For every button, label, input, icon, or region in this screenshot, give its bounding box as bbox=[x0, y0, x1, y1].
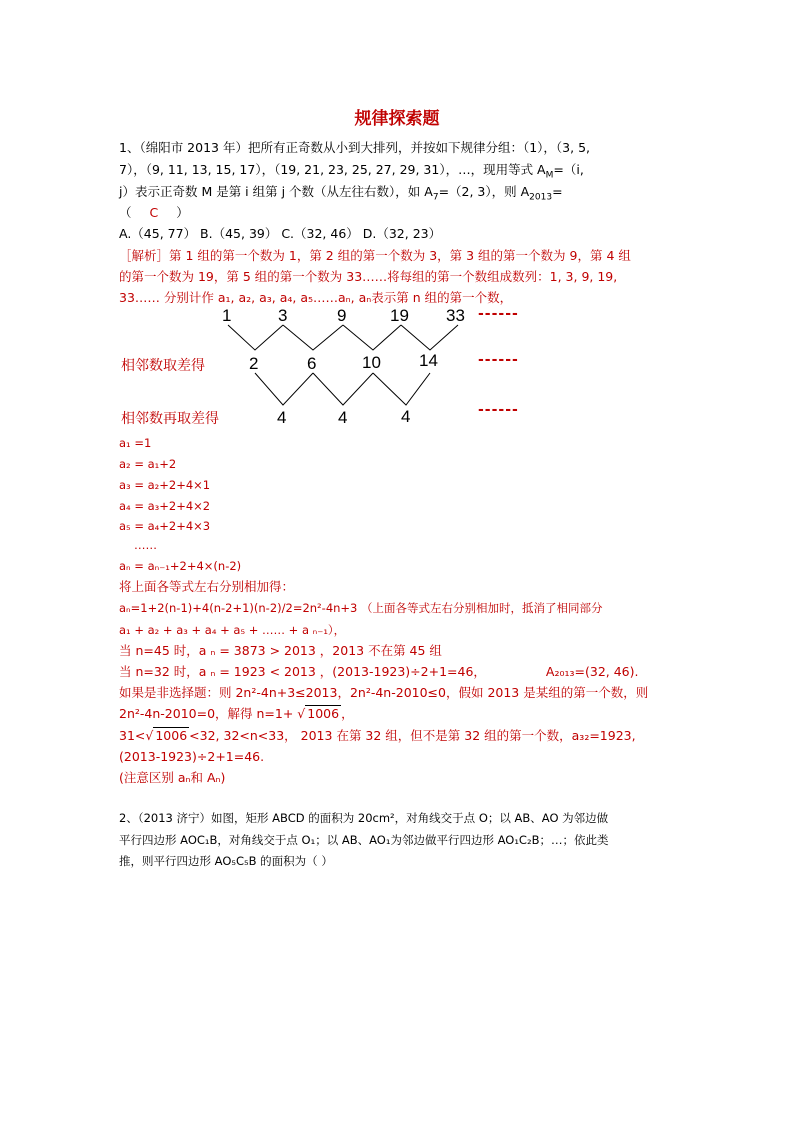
seq-value: 3 bbox=[278, 306, 288, 325]
sum-line-7b: 1006 bbox=[307, 706, 340, 721]
q1-line-3-sub1: 7 bbox=[432, 192, 439, 203]
sum-line-7 bbox=[119, 706, 679, 722]
sum-line-3: a₁ + a₂ + a₃ + a₄ + a₅ + …… + a ₙ₋₁）， bbox=[119, 623, 346, 637]
zigzag-6 bbox=[313, 373, 373, 405]
sum-line-6: 如果是非选择题：则 2n²-4n+3≤2013，2n²-4n-2010≤0，假如 2013 是某组的第一个数，则 bbox=[119, 685, 649, 700]
sum-line-8b: 1006 bbox=[155, 728, 188, 743]
equation-a3: a₃ = a₂+2+4×1 bbox=[119, 478, 211, 492]
zigzag-4 bbox=[401, 325, 458, 350]
continuation-dash-2: ------ bbox=[478, 352, 519, 368]
seq-value: 1 bbox=[222, 306, 232, 325]
diff1-value: 10 bbox=[362, 353, 381, 372]
sum-line-8a: 31<√ bbox=[119, 728, 154, 743]
analysis-line-2: 的第一个数为 19，第 5 组的第一个数为 33……将每组的第一个数组成数列：1, 3, 9, 19, bbox=[119, 269, 618, 284]
answer-close: ） bbox=[176, 205, 189, 220]
q1-line-2-sub: M bbox=[545, 170, 554, 181]
sum-line-2: aₙ=1+2(n-1)+4(n-2+1)(n-2)/2=2n²-4n+3 （上面各等式左右分别相加时，抵消了相同部分 bbox=[119, 601, 603, 615]
diff1-value: 14 bbox=[419, 351, 438, 370]
label-first-difference: 相邻数取差得 bbox=[121, 358, 205, 374]
zigzag-1 bbox=[228, 325, 283, 350]
sum-line-4: 当 n=45 时，a ₙ = 3873 > 2013 ，2013 不在第 45 组 bbox=[119, 643, 442, 658]
analysis-line-3: 33…… 分别计作 a₁, a₂, a₃, a₄, a₅……aₙ, aₙ表示第 n 组的第一个数， bbox=[119, 290, 513, 305]
q1-line-3-sub2: 2013 bbox=[529, 192, 553, 203]
answer-open: （ bbox=[119, 205, 132, 220]
zigzag-7 bbox=[373, 373, 430, 405]
continuation-dash-3: ------ bbox=[478, 402, 519, 418]
seq-value: 9 bbox=[337, 306, 347, 325]
sum-line-7a: 2n²-4n-2010=0，解得 n=1+ √ bbox=[119, 706, 306, 721]
diff1-value: 6 bbox=[307, 354, 317, 373]
equation-a4: a₄ = a₃+2+4×2 bbox=[119, 499, 211, 513]
label-second-difference: 相邻数再取差得 bbox=[121, 411, 219, 427]
q1-options: A.（45, 77） B.（45, 39） C.（32, 46） D.（32, 23） bbox=[119, 226, 442, 241]
seq-value: 19 bbox=[390, 306, 409, 325]
q1-line-3b: =（2, 3），则 A bbox=[438, 184, 530, 199]
q1-line-2-tail: =（i, bbox=[553, 162, 584, 177]
equation-a2: a₂ = a₁+2 bbox=[119, 457, 177, 471]
q1-line-3a: j）表示正奇数 M 是第 i 组第 j 个数（从左往右数），如 A bbox=[119, 184, 433, 199]
sum-line-7c: ， bbox=[341, 706, 354, 721]
q1-line-2-text: 7），（9, 11, 13, 15, 17），（19, 21, 23, 25, 27, 29, 31），…，现用等式 A bbox=[119, 162, 546, 177]
sum-line-5b: A₂₀₁₃=(32, 46). bbox=[545, 664, 639, 679]
sum-line-8c: <32, 32<n<33， 2013 在第 32 组，但不是第 32 组的第一个数，a₃₂=1923, bbox=[189, 728, 636, 743]
sum-line-1: 将上面各等式左右分别相加得： bbox=[119, 579, 295, 594]
q2-line-2: 平行四边形 AOC₁B，对角线交于点 O₁；以 AB、AO₁为邻边做平行四边形 AO₁C₂B；…；依此类 bbox=[119, 833, 609, 847]
q1-line-1: 1、（绵阳市 2013 年）把所有正奇数从小到大排列，并按如下规律分组：（1），（3, 5, bbox=[119, 140, 590, 155]
sum-line-10: (注意区别 aₙ和 Aₙ) bbox=[119, 770, 226, 785]
page-title: 规律探索题 bbox=[354, 109, 440, 129]
zigzag-2 bbox=[283, 325, 343, 350]
sum-line-5a: 当 n=32 时，a ₙ = 1923 < 2013 ，(2013-1923)÷2+1=46， bbox=[119, 664, 486, 679]
diff1-value: 2 bbox=[249, 354, 259, 373]
diff2-value: 4 bbox=[401, 407, 411, 426]
zigzag-5 bbox=[255, 373, 313, 405]
sum-line-9: (2013-1923)÷2+1=46. bbox=[119, 749, 265, 764]
q2-line-1: 2、（2013 济宁）如图，矩形 ABCD 的面积为 20cm²，对角线交于点 O；以 AB、AO 为邻边做 bbox=[119, 811, 609, 825]
diff2-value: 4 bbox=[338, 408, 348, 427]
diff2-value: 4 bbox=[277, 408, 287, 427]
analysis-line-1: ［解析］第 1 组的第一个数为 1，第 2 组的第一个数为 3，第 3 组的第一个数为 9，第 4 组 bbox=[119, 248, 631, 263]
q1-line-3c: = bbox=[552, 184, 563, 199]
equation-ellipsis: …… bbox=[134, 538, 157, 552]
sum-line-8 bbox=[119, 728, 679, 744]
sum-line-5 bbox=[119, 664, 679, 680]
zigzag-3 bbox=[343, 325, 401, 350]
equation-a5: a₅ = a₄+2+4×3 bbox=[119, 519, 211, 533]
q2-line-3: 推，则平行四边形 AO₅C₅B 的面积为（ ） bbox=[119, 854, 333, 868]
continuation-dash-1: ------ bbox=[478, 306, 519, 322]
equation-a1: a₁ =1 bbox=[119, 436, 152, 450]
equation-an: aₙ = aₙ₋₁+2+4×(n-2) bbox=[119, 559, 242, 573]
answer-value: C bbox=[149, 205, 159, 220]
seq-value: 33 bbox=[446, 306, 465, 325]
